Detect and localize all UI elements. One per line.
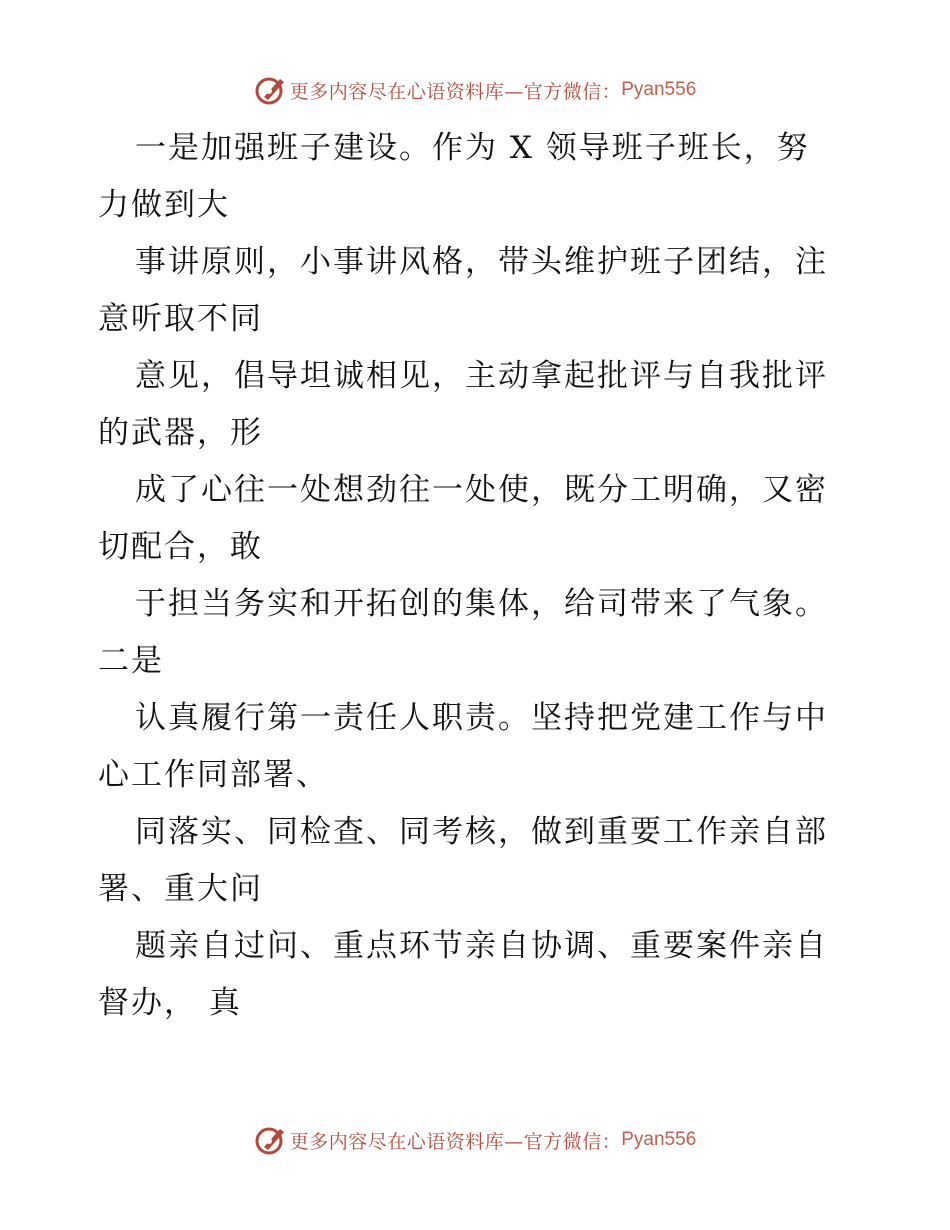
- banner-wechat-id: Pyan556: [621, 79, 697, 100]
- banner-text: 更多内容尽在心语资料库—官方微信：: [289, 1130, 622, 1153]
- text-line: 于担当务实和开拓创的集体，给司带来了气象。: [135, 586, 828, 622]
- text-line: 力做到大: [98, 187, 230, 223]
- text-line: 督办， 真: [98, 985, 242, 1021]
- text-line: 认真履行第一责任人职责。坚持把党建工作与中: [135, 700, 828, 736]
- banner-wechat-id: Pyan556: [621, 1129, 697, 1150]
- text-line: 成了心往一处想劲往一处使，既分工明确，又密: [135, 472, 828, 508]
- text-line: 同落实、同检查、同考核，做到重要工作亲自部: [135, 814, 828, 850]
- text-line: 事讲原则，小事讲风格，带头维护班子团结，注: [135, 244, 828, 280]
- banner-text: 更多内容尽在心语资料库—官方微信：: [289, 80, 622, 103]
- header-banner: [0, 70, 950, 110]
- pen-nib-circle-icon: [254, 73, 288, 107]
- text-line: 意听取不同: [98, 301, 263, 337]
- footer-banner: [0, 1120, 950, 1160]
- text-line: 题亲自过问、重点环节亲自协调、重要案件亲自: [135, 928, 828, 964]
- text-line: 一是加强班子建设。作为 X 领导班子班长，努: [135, 130, 810, 166]
- pen-nib-circle-icon: [254, 1123, 288, 1157]
- text-line: 切配合，敢: [98, 529, 263, 565]
- text-line: 的武器，形: [98, 415, 263, 451]
- text-line: 二是: [98, 643, 164, 679]
- text-line: 心工作同部署、: [98, 757, 329, 793]
- text-line: 意见，倡导坦诚相见，主动拿起批评与自我批评: [135, 358, 828, 394]
- text-line: 署、重大问: [98, 871, 263, 907]
- document-body: [98, 120, 858, 1032]
